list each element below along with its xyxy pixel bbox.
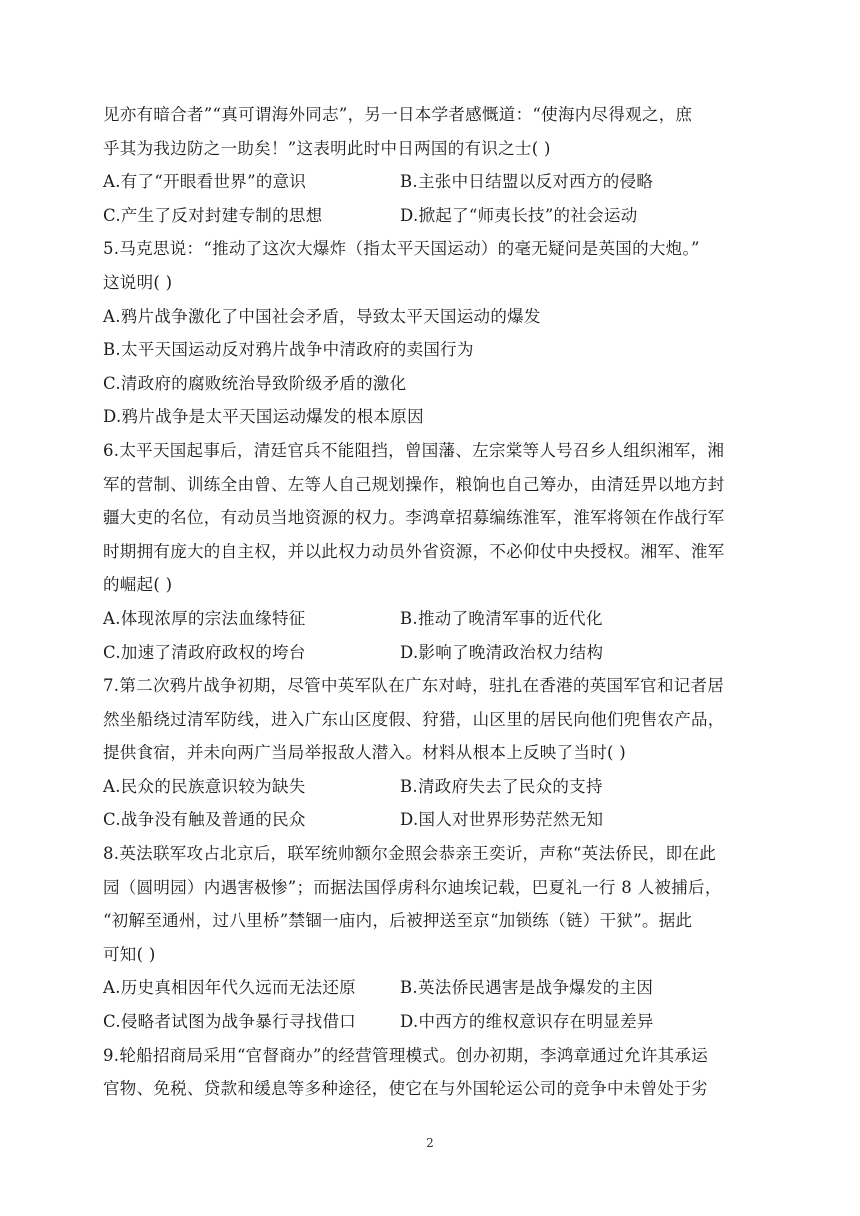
option-d: D.掀起了“师夷长技”的社会运动 [400,205,638,225]
question-6-text: 6.太平天国起事后，清廷官兵不能阻挡，曾国藩、左宗棠等人号召乡人组织湘军，湘 [103,440,725,460]
option-row [103,1005,751,1039]
option-row [103,602,751,636]
option-row [103,770,751,804]
question-8-text: 可知( ) [103,944,156,964]
question-7-text: 7.第二次鸦片战争初期，尽管中英军队在广东对峙，驻扎在香港的英国军官和记者居 [103,676,725,696]
option-c: C.产生了反对封建专制的思想 [103,205,323,225]
option-row [103,199,751,233]
option-a: A.历史真相因年代久远而无法还原 [103,978,356,998]
question-5-text: 这说明( ) [103,272,173,292]
option-row [103,971,751,1005]
option-b: B.清政府失去了民众的支持 [400,776,603,796]
option-c: C.清政府的腐败统治导致阶级矛盾的激化 [103,373,407,393]
question-9-text: 9.轮船招商局采用“官督商办”的经营管理模式。创办初期，李鸿章通过允许其承运 [103,1045,709,1065]
question-6-text: 时期拥有庞大的自主权，并以此权力动员外省资源，不必仰仗中央授权。湘军、淮军 [103,541,725,561]
page-content [103,98,751,1106]
option-b: B.英法侨民遇害是战争爆发的主因 [400,978,654,998]
option-d: D.影响了晚清政治权力结构 [400,642,604,662]
option-c: C.侵略者试图为战争暴行寻找借口 [103,1012,357,1032]
option-row [103,803,751,837]
option-a: A.民众的民族意识较为缺失 [103,776,306,796]
option-row [103,165,751,199]
option-d: D.国人对世界形势茫然无知 [400,810,604,830]
question-7-text: 然坐船绕过清军防线，进入广东山区度假、狩猎，山区里的居民向他们兜售农产品， [103,709,725,729]
option-row [103,636,751,670]
question-6-text: 军的营制、训练全由曾、左等人自己规划操作，粮饷也自己筹办，由清廷畀以地方封 [103,474,725,494]
question-8-text: 园（圆明园）内遇害极惨”；而据法国俘虏科尔迪埃记载，巴夏礼一行 8 人被捕后， [103,877,722,897]
option-b: B.太平天国运动反对鸦片战争中清政府的卖国行为 [103,340,474,360]
option-d: D.中西方的维权意识存在明显差异 [400,1012,654,1032]
text-line: 乎其为我边防之一助矣！”这表明此时中日两国的有识之士( ) [103,138,551,158]
option-a: A.鸦片战争激化了中国社会矛盾，导致太平天国运动的爆发 [103,306,541,326]
option-b: B.推动了晚清军事的近代化 [400,608,603,628]
option-d: D.鸦片战争是太平天国运动爆发的根本原因 [103,407,424,427]
question-8-text: “初解至通州，过八里桥”禁锢一庙内，后被押送至京“加锁练（链）干狱”。据此 [103,911,693,931]
question-7-text: 提供食宿，并未向两广当局举报敌人潜入。材料从根本上反映了当时( ) [103,743,627,763]
question-6-text: 疆大吏的名位，有动员当地资源的权力。李鸿章招募编练淮军，淮军将领在作战行军 [103,508,725,528]
question-8-text: 8.英法联军攻占北京后，联军统帅额尔金照会恭亲王奕䜣，声称“英法侨民，即在此 [103,844,717,864]
option-a: A.有了“开眼看世界”的意识 [103,172,307,192]
option-c: C.加速了清政府政权的垮台 [103,642,306,662]
question-9-text: 官物、免税、贷款和缓息等多种途径，使它在与外国轮运公司的竞争中未曾处于劣 [103,1079,708,1099]
question-6-text: 的崛起( ) [103,575,173,595]
option-a: A.体现浓厚的宗法血缘特征 [103,608,306,628]
question-5-text: 5.马克思说：“推动了这次大爆炸（指太平天国运动）的毫无疑问是英国的大炮。” [103,239,700,259]
page-number: 2 [426,1136,434,1150]
option-c: C.战争没有触及普通的民众 [103,810,306,830]
text-line: 见亦有暗合者”“真可谓海外同志”，另一日本学者感慨道：“使海内尽得观之，庶 [103,105,693,124]
option-b: B.主张中日结盟以反对西方的侵略 [400,172,654,192]
